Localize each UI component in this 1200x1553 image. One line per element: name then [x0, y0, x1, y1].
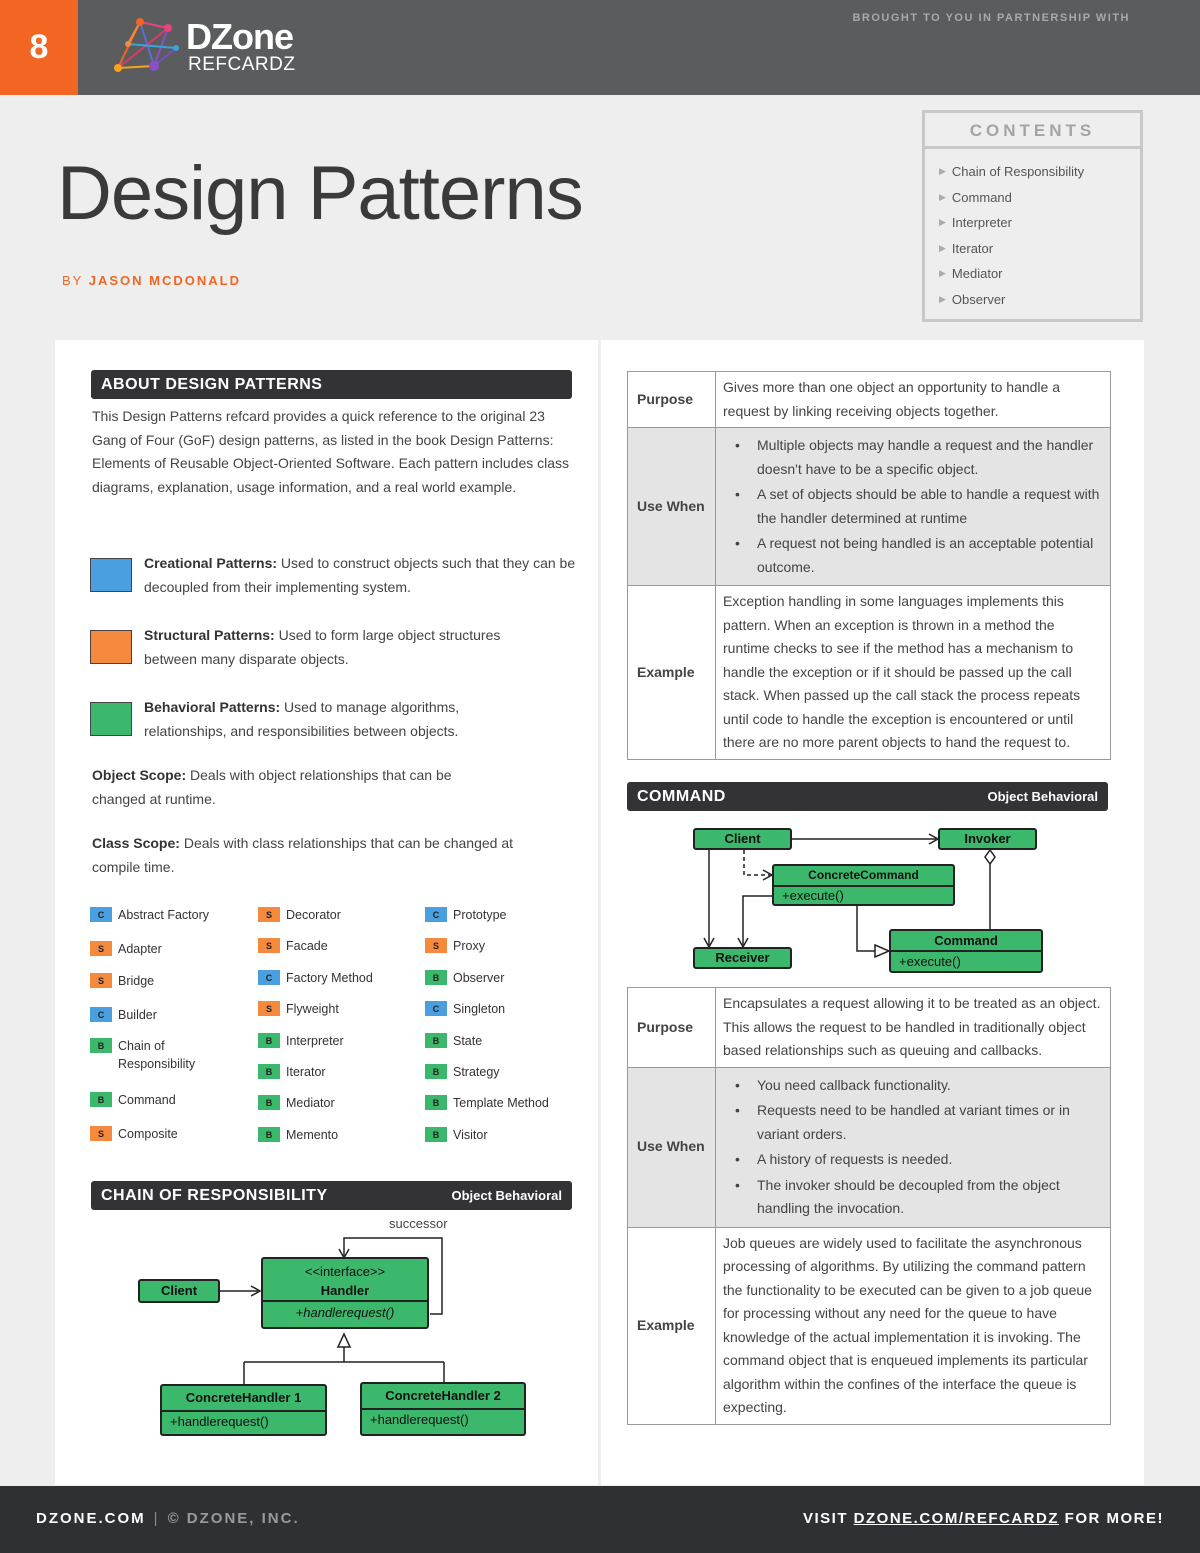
pattern-name: Facade — [286, 939, 328, 953]
chain-heading-bar — [91, 1181, 572, 1210]
logo-name: DZone — [186, 16, 293, 57]
footer-more-text: FOR MORE! — [1059, 1510, 1164, 1527]
pattern-name: Adapter — [118, 942, 162, 956]
concrete-handler-1-box — [160, 1384, 327, 1436]
concrete-command-name: ConcreteCommand — [774, 866, 953, 887]
use-when-key: Use When — [628, 1067, 716, 1227]
top-banner — [0, 0, 1200, 95]
pattern-category-badge: B — [425, 1095, 447, 1110]
invoker-box: Invoker — [938, 828, 1037, 850]
behavioral-label: Behavioral Patterns: — [144, 699, 281, 715]
table-row — [628, 1067, 1111, 1227]
purpose-key: Purpose — [628, 988, 716, 1068]
contents-item-label: Mediator — [951, 266, 1003, 282]
pattern-name: Chain of Responsibility — [118, 1039, 196, 1071]
pattern-list-item — [90, 1125, 210, 1143]
pattern-category-badge: B — [258, 1064, 280, 1079]
list-item: • The invoker should be decoupled from the object handling the invocation. — [723, 1174, 1103, 1221]
structural-label: Structural Patterns: — [144, 627, 275, 643]
pattern-list-item — [425, 937, 565, 955]
pattern-category-badge: C — [90, 907, 112, 922]
dzone-logo[interactable] — [110, 14, 310, 78]
about-heading: ABOUT DESIGN PATTERNS — [101, 375, 323, 393]
class-scope-label: Class Scope: — [92, 835, 180, 851]
pattern-category-badge: B — [258, 1033, 280, 1048]
structural-swatch — [90, 630, 132, 664]
triangle-right-icon: ▶ — [939, 217, 946, 228]
triangle-right-icon: ▶ — [939, 166, 946, 177]
pattern-list-item — [90, 906, 210, 924]
about-intro: This Design Patterns refcard provides a quick reference to the original 23 Gang of Four (GoF) design patterns, as listed in the book Design Patterns: Elements of Reusable Object-Oriented Software. Each pattern includes class diagrams, explanation, usage information, and a real world example. — [92, 408, 570, 496]
pattern-category-badge: B — [258, 1095, 280, 1110]
chain-client-box: Client — [138, 1279, 220, 1303]
command-method: +execute() — [899, 954, 961, 969]
example-key: Example — [628, 1227, 716, 1424]
footer-right — [803, 1510, 1164, 1527]
pattern-list-item — [90, 1091, 210, 1109]
chain-heading: CHAIN OF RESPONSIBILITY — [101, 1186, 328, 1204]
pattern-list-item — [258, 1000, 398, 1018]
triangle-right-icon: ▶ — [939, 242, 946, 253]
class-scope-text: Deals with class relationships that can be changed at compile time. — [92, 835, 514, 875]
pattern-name: Strategy — [453, 1065, 500, 1079]
table-row — [628, 428, 1111, 586]
triangle-right-icon: ▶ — [939, 191, 946, 202]
column-divider — [598, 340, 601, 1485]
pattern-name: Composite — [118, 1127, 178, 1141]
pattern-name: Flyweight — [286, 1002, 339, 1016]
pattern-name: Memento — [286, 1128, 339, 1142]
pattern-list-item — [258, 969, 398, 987]
pattern-category-badge: B — [258, 1127, 280, 1142]
creational-label: Creational Patterns: — [144, 555, 278, 571]
receiver-box: Receiver — [693, 947, 792, 969]
pattern-list-item — [425, 969, 565, 987]
command-info-table — [627, 987, 1111, 1425]
pattern-name: Mediator — [286, 1096, 335, 1110]
pattern-category-badge: B — [90, 1092, 112, 1107]
partner-text: BROUGHT TO YOU IN PARTNERSHIP WITH — [852, 12, 1130, 24]
list-item: • A set of objects should be able to handle a request with the handler determined at runtime — [723, 483, 1103, 530]
pattern-category-badge: S — [258, 1001, 280, 1016]
pattern-list-item — [258, 937, 398, 955]
use-when-key: Use When — [628, 428, 716, 586]
network-logo-icon — [110, 14, 184, 76]
example-value: Job queues are widely used to facilitate the asynchronous processing of algorithms. By utilizing the command pattern the functionality to be executed can be given to a job queue for processing without any need for the queue to have knowledge of the actual implementation it is invoking. The command object that is enqueued implements its particular algorithm within the confines of the interface the queue is expecting. — [716, 1227, 1111, 1424]
class-scope-desc — [92, 832, 562, 879]
pattern-category-badge: C — [425, 907, 447, 922]
chain-info-table — [627, 371, 1111, 760]
structural-text: Used to form large object structures between many disparate objects. — [144, 627, 501, 667]
contents-item-label: Command — [951, 189, 1012, 205]
pattern-category-badge: C — [258, 970, 280, 985]
table-row — [628, 372, 1111, 428]
pattern-name: Visitor — [453, 1128, 488, 1142]
pattern-category-badge: C — [425, 1001, 447, 1016]
object-scope-text: Deals with object relationships that can be changed at runtime. — [92, 767, 452, 807]
command-heading: COMMAND — [637, 787, 726, 805]
list-item: • Multiple objects may handle a request and the handler doesn't have to be a specific object. — [723, 434, 1103, 481]
structural-desc — [144, 624, 504, 671]
concrete-handler-2-method: +handlerequest() — [370, 1412, 469, 1427]
triangle-right-icon: ▶ — [939, 268, 946, 279]
pattern-list-item — [258, 1063, 398, 1081]
pattern-list-item — [425, 1063, 565, 1081]
pattern-category-badge: S — [258, 907, 280, 922]
pattern-category-badge: C — [90, 1007, 112, 1022]
pattern-list-item — [258, 1126, 398, 1144]
byline — [62, 273, 241, 288]
contents-item-label: Interpreter — [951, 215, 1012, 231]
purpose-value: Encapsulates a request allowing it to be treated as an object. This allows the request to be handled in traditionally object based relationships such as queuing and callbacks. — [716, 988, 1111, 1068]
pattern-name: State — [453, 1034, 483, 1048]
pattern-category-badge: B — [425, 1064, 447, 1079]
example-key: Example — [628, 586, 716, 760]
page-title: Design Patterns — [57, 151, 583, 236]
contents-item[interactable] — [939, 287, 1140, 313]
pattern-name: Decorator — [286, 908, 341, 922]
pattern-list-item — [90, 1037, 210, 1073]
footer-copyright: © DZONE, INC. — [167, 1510, 300, 1527]
pattern-list-item — [425, 1094, 565, 1112]
concrete-handler-2-box — [360, 1382, 526, 1436]
use-when-value — [716, 1067, 1111, 1227]
pattern-category-badge: B — [90, 1038, 112, 1053]
pattern-list-item — [90, 972, 210, 990]
pattern-name: Proxy — [453, 939, 485, 953]
creational-desc — [144, 552, 576, 599]
triangle-right-icon: ▶ — [939, 293, 946, 304]
handler-box — [261, 1257, 429, 1329]
contents-item-label: Observer — [951, 291, 1006, 307]
concrete-handler-1-name: ConcreteHandler 1 — [162, 1386, 325, 1412]
chain-subheading: Object Behavioral — [451, 1188, 562, 1203]
pattern-list-item — [425, 1032, 565, 1050]
refcardz-link[interactable]: DZONE.COM/REFCARDZ — [853, 1510, 1059, 1527]
table-row — [628, 988, 1111, 1068]
pattern-name: Singleton — [453, 1002, 506, 1016]
concrete-command-method: +execute() — [782, 888, 844, 903]
pattern-name: Factory Method — [286, 971, 373, 985]
pattern-name: Interpreter — [286, 1034, 344, 1048]
handler-name: Handler — [263, 1281, 427, 1302]
pattern-category-badge: S — [90, 941, 112, 956]
concrete-command-box — [772, 864, 955, 906]
concrete-handler-2-name: ConcreteHandler 2 — [362, 1384, 524, 1410]
contents-item-label: Chain of Responsibility — [951, 164, 1085, 180]
object-scope-label: Object Scope: — [92, 767, 187, 783]
pattern-list-item — [258, 1094, 398, 1112]
about-heading-bar — [91, 370, 572, 399]
pattern-name: Prototype — [453, 908, 507, 922]
pattern-category-badge: S — [258, 938, 280, 953]
list-item: • You need callback functionality. — [723, 1074, 1103, 1098]
byline-prefix: BY — [62, 273, 84, 288]
handler-method: +handlerequest() — [295, 1305, 395, 1320]
use-when-value — [716, 428, 1111, 586]
pattern-category-badge: B — [425, 970, 447, 985]
footer-visit-text: VISIT — [802, 1510, 854, 1527]
pattern-name: Builder — [118, 1008, 157, 1022]
pattern-name: Command — [118, 1093, 176, 1107]
author-name: JASON MCDONALD — [88, 273, 241, 288]
handler-stereotype: <<interface>> — [304, 1264, 386, 1279]
behavioral-desc — [144, 696, 524, 743]
contents-box — [922, 110, 1143, 322]
successor-label: successor — [389, 1216, 448, 1231]
behavioral-text: Used to manage algorithms, relationships, and responsibilities between objects. — [144, 699, 460, 739]
list-item: • A history of requests is needed. — [723, 1148, 1103, 1172]
table-row — [628, 586, 1111, 760]
pattern-name: Abstract Factory — [118, 908, 209, 922]
creational-swatch — [90, 558, 132, 592]
example-value: Exception handling in some languages implements this pattern. When an exception is thrown in a method the runtime checks to see if the method has a mechanism to handle the exception or if it should be passed up the call stack. When passed up the call stack the process repeats until code to handle the exception is encountered or until there are no more parent objects to hand the request to. — [716, 586, 1111, 760]
pattern-name: Observer — [453, 971, 505, 985]
behavioral-swatch — [90, 702, 132, 736]
logo-subtitle: REFCARDZ — [188, 54, 296, 75]
creational-text: Used to construct objects such that they can be decoupled from their implementing system. — [144, 555, 576, 595]
pattern-category-badge: S — [90, 1126, 112, 1141]
footer-left — [36, 1510, 300, 1527]
table-row — [628, 1227, 1111, 1424]
purpose-key: Purpose — [628, 372, 716, 428]
list-item: • A request not being handled is an acceptable potential outcome. — [723, 532, 1103, 579]
contents-item[interactable] — [939, 210, 1140, 236]
pattern-name: Bridge — [118, 974, 155, 988]
command-client-box: Client — [693, 828, 792, 850]
object-scope-desc — [92, 764, 492, 811]
pattern-list-item — [258, 1032, 398, 1050]
pattern-list-item — [258, 906, 398, 924]
command-heading-bar — [627, 782, 1108, 811]
contents-item[interactable] — [939, 159, 1140, 185]
pattern-name: Template Method — [453, 1096, 549, 1110]
footer-site-link[interactable]: DZONE.COM — [36, 1510, 146, 1527]
page-number: 8 — [0, 0, 78, 95]
contents-heading: CONTENTS — [925, 113, 1140, 149]
command-subheading: Object Behavioral — [987, 789, 1098, 804]
list-item: • Requests need to be handled at variant times or in variant orders. — [723, 1099, 1103, 1146]
command-box — [889, 929, 1043, 973]
concrete-handler-1-method: +handlerequest() — [170, 1414, 269, 1429]
pattern-name: Iterator — [286, 1065, 326, 1079]
contents-item[interactable] — [939, 261, 1140, 287]
contents-item-label: Iterator — [951, 240, 994, 256]
pattern-list-item — [90, 940, 210, 958]
contents-item[interactable] — [939, 185, 1140, 211]
pattern-category-badge: B — [425, 1127, 447, 1142]
footer — [0, 1486, 1200, 1553]
pattern-list-item — [425, 1000, 565, 1018]
purpose-value: Gives more than one object an opportunity to handle a request by linking receiving objects together. — [716, 372, 1111, 428]
pattern-category-badge: B — [425, 1033, 447, 1048]
pattern-list-item — [425, 906, 565, 924]
contents-item[interactable] — [939, 236, 1140, 262]
footer-separator: | — [153, 1510, 160, 1527]
command-name: Command — [891, 931, 1041, 952]
pattern-category-badge: S — [425, 938, 447, 953]
pattern-list-item — [90, 1006, 210, 1024]
pattern-list-item — [425, 1126, 565, 1144]
pattern-category-badge: S — [90, 973, 112, 988]
